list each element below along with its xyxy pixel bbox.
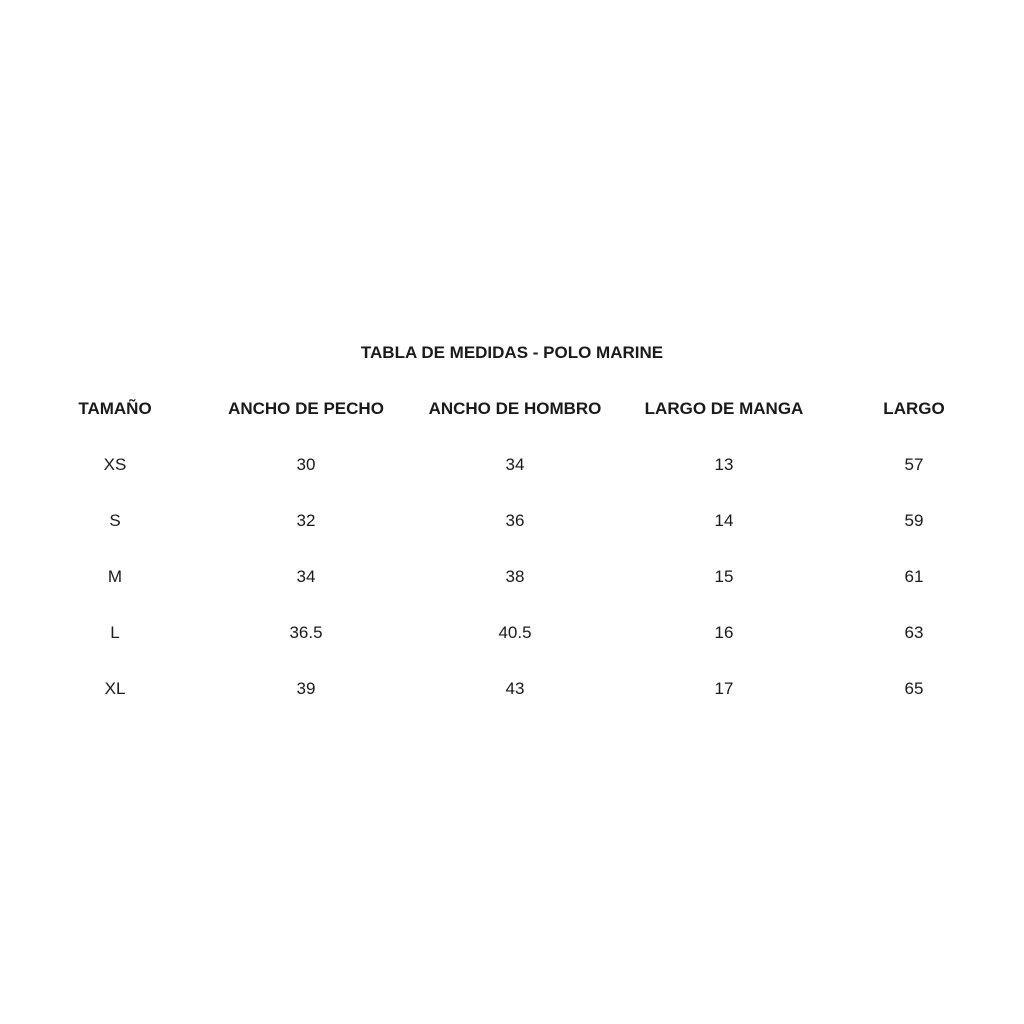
chest-width-cell: 32 (296, 511, 316, 530)
shoulder-width-cell: 34 (505, 455, 525, 474)
sleeve-length-cell: 13 (714, 455, 734, 474)
sleeve-length-cell: 15 (714, 567, 734, 586)
length-cell: 65 (904, 679, 924, 698)
size-cell: XS (103, 455, 127, 474)
size-cell: S (109, 511, 121, 530)
size-cell: M (107, 567, 123, 586)
chest-width-cell: 39 (296, 679, 316, 698)
sleeve-length-cell: 14 (714, 511, 734, 530)
sleeve-length-cell: 16 (714, 623, 734, 642)
header-chest-width: ANCHO DE PECHO (228, 399, 384, 418)
sleeve-length-cell: 17 (714, 679, 734, 698)
length-cell: 61 (904, 567, 924, 586)
size-cell: L (110, 623, 120, 642)
length-cell: 57 (904, 455, 924, 474)
shoulder-width-cell: 38 (505, 567, 525, 586)
length-cell: 59 (904, 511, 924, 530)
shoulder-width-cell: 40.5 (498, 623, 532, 642)
header-size: TAMAÑO (78, 399, 152, 418)
chest-width-cell: 34 (296, 567, 316, 586)
shoulder-width-cell: 36 (505, 511, 525, 530)
chest-width-cell: 36.5 (289, 623, 323, 642)
table-title: TABLA DE MEDIDAS - POLO MARINE (360, 343, 664, 362)
chest-width-cell: 30 (296, 455, 316, 474)
header-shoulder-width: ANCHO DE HOMBRO (428, 399, 602, 418)
header-length: LARGO (883, 399, 945, 418)
size-cell: XL (104, 679, 126, 698)
header-sleeve-length: LARGO DE MANGA (644, 399, 804, 418)
shoulder-width-cell: 43 (505, 679, 525, 698)
length-cell: 63 (904, 623, 924, 642)
